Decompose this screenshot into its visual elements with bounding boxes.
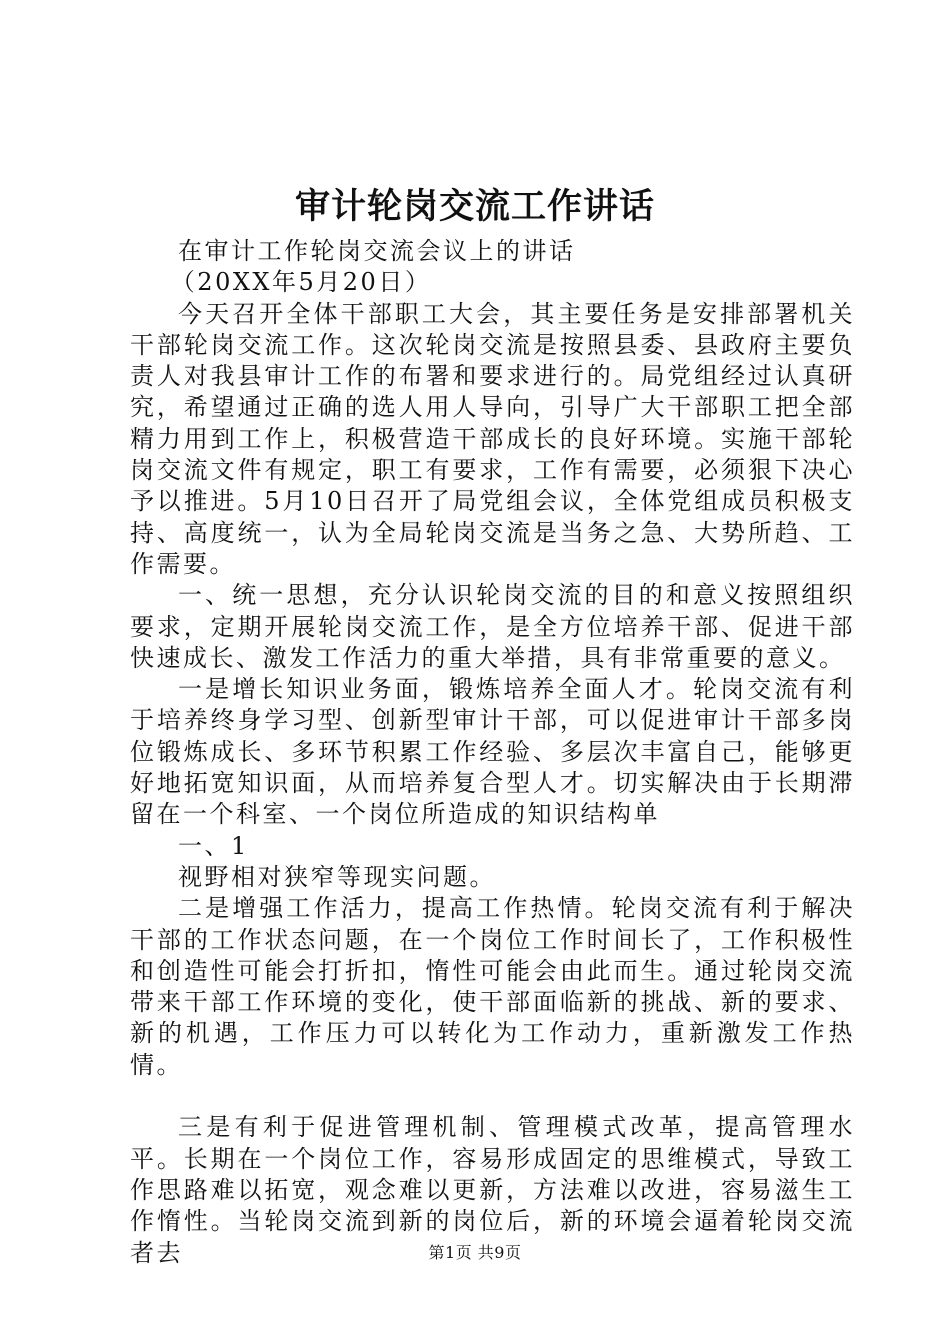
page-footer: 第1页 共9页 bbox=[428, 1243, 522, 1262]
paragraph-point-one: 一是增长知识业务面，锻炼培养全面人才。轮岗交流有利于培养终身学习型、创新型审计干部，可以促进审计干部多岗位锻炼成长、多环节积累工作经验、多层次丰富自己，能够更好地拓宽知识面，从而培养复合型人才。切实解决由于长期滞留在一个科室、一个岗位所造成的知识结构单 bbox=[130, 675, 855, 829]
paragraph-section-one: 一、统一思想，充分认识轮岗交流的目的和意义按照组织要求，定期开展轮岗交流工作，是全方位培养干部、促进干部快速成长、激发工作活力的重大举措，具有非常重要的意义。 bbox=[130, 581, 855, 672]
paragraph-point-two: 二是增强工作活力，提高工作热情。轮岗交流有利于解决干部的工作状态问题，在一个岗位工作时间长了，工作积极性和创造性可能会打折扣，惰性可能会由此而生。通过轮岗交流带来干部工作环境的变化，使干部面临新的挑战、新的要求、新的机遇，工作压力可以转化为工作动力，重新激发工作热情。 bbox=[130, 894, 855, 1079]
document-body bbox=[130, 236, 855, 1269]
paragraph-point-three: 三是有利于促进管理机制、管理模式改革，提高管理水平。长期在一个岗位工作，容易形成固定的思维模式，导致工作思路难以拓宽，观念难以更新，方法难以改进，容易滋生工作惰性。当轮岗交流到新的岗位后，新的环境会逼着轮岗交流者去 bbox=[130, 1113, 855, 1267]
paragraph-continuation: 视野相对狭窄等现实问题。 bbox=[178, 862, 496, 891]
paragraph-fragment: 一、1 bbox=[178, 831, 249, 860]
paragraph-intro: 今天召开全体干部职工大会，其主要任务是安排部署机关干部轮岗交流工作。这次轮岗交流是按照县委、县政府主要负责人对我县审计工作的布署和要求进行的。局党组经过认真研究，希望通过正确的选人用人导向，引导广大干部职工把全部精力用到工作上，积极营造干部成长的良好环境。实施干部轮岗交流文件有规定，职工有要求，工作有需要，必须狠下决心予以推进。5月10日召开了局党组会议，全体党组成员积极支持、高度统一，认为全局轮岗交流是当务之急、大势所趋、工作需要。 bbox=[130, 299, 855, 578]
document-title: 审计轮岗交流工作讲话 bbox=[294, 186, 655, 227]
blank-line bbox=[130, 1081, 855, 1112]
speech-date: （20XX年5月20日） bbox=[170, 268, 432, 297]
speech-subtitle: 在审计工作轮岗交流会议上的讲话 bbox=[178, 237, 576, 265]
